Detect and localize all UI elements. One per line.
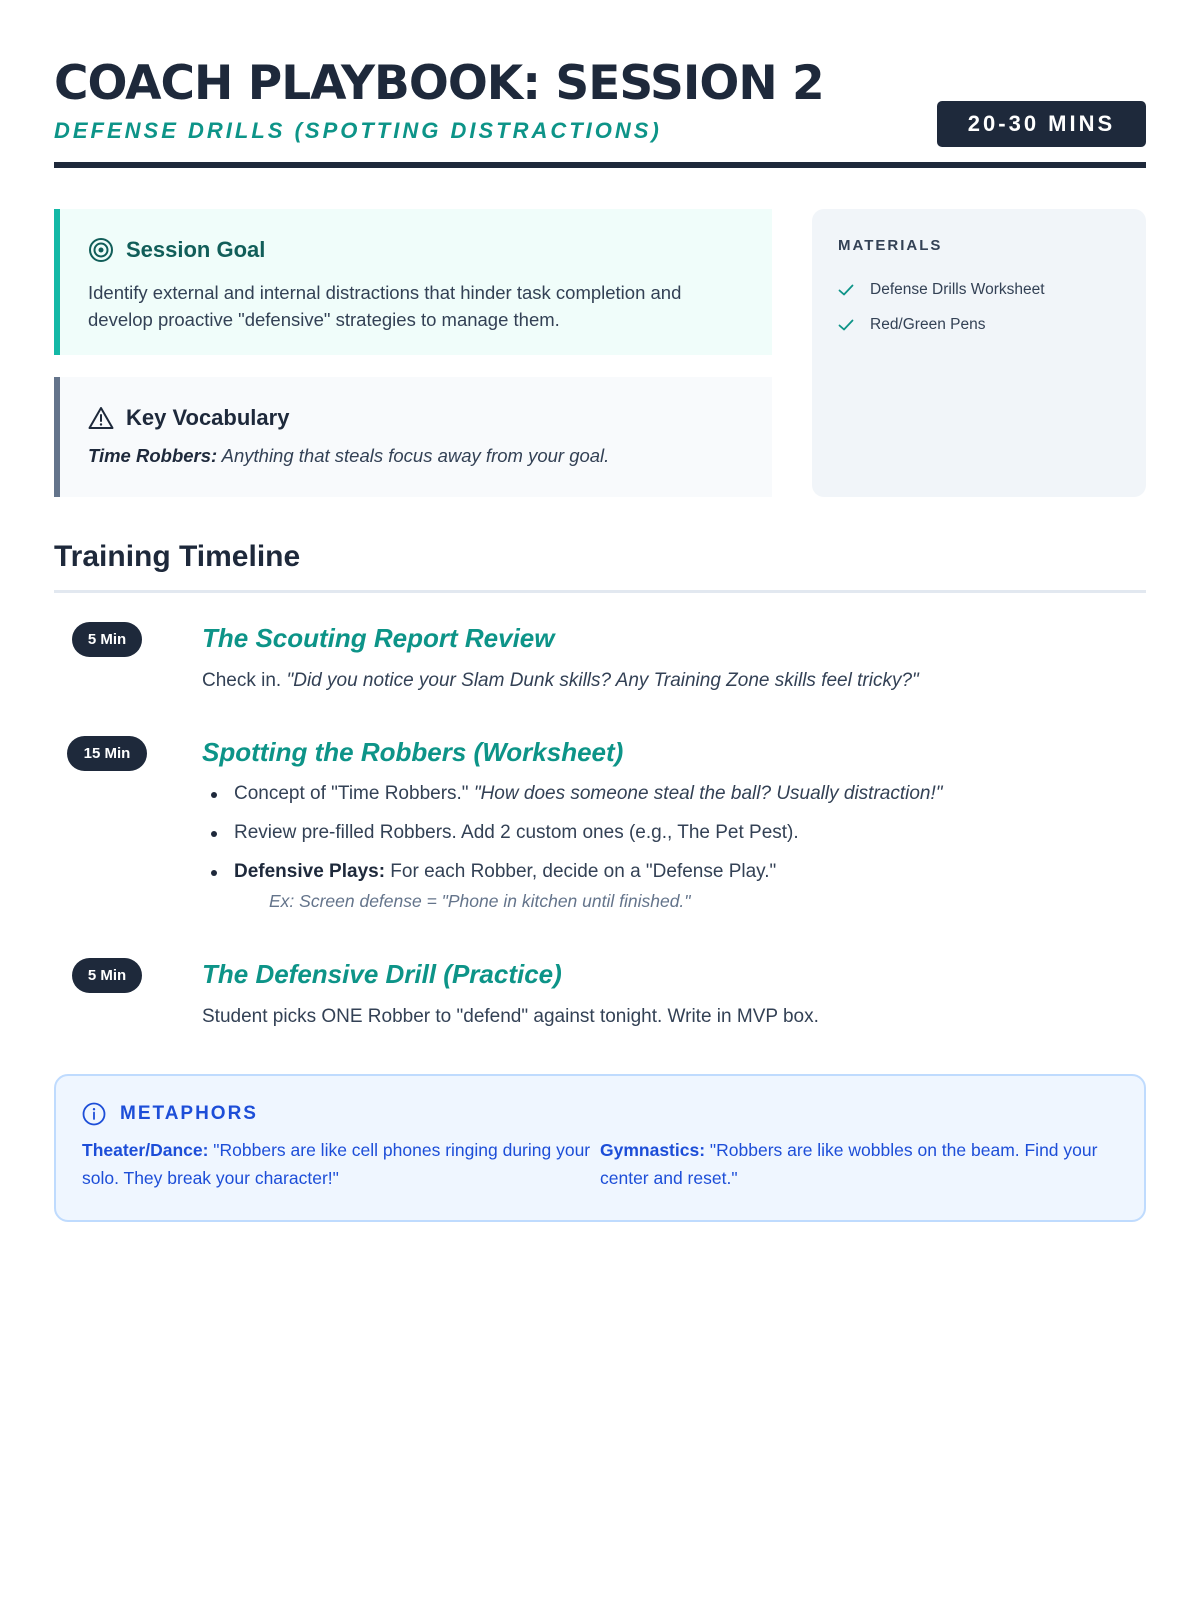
time-badge: 5 Min (72, 958, 142, 993)
metaphor-label: Gymnastics: (600, 1140, 706, 1160)
materials-item (838, 272, 1120, 307)
page-header (54, 0, 1146, 168)
step-description (202, 670, 1146, 692)
step-quote: "Did you notice your Slam Dunk skills? Any Training Zone skills feel tricky?" (286, 670, 919, 691)
warning-triangle-icon (88, 406, 114, 430)
step-bullet (202, 819, 1146, 858)
timeline-divider (54, 590, 1146, 593)
step-lead: Check in. (202, 670, 287, 691)
check-icon (838, 319, 854, 331)
session-goal-card (54, 209, 772, 355)
bullet-text: For each Robber, decide on a "Defense Play." (385, 861, 777, 882)
check-icon (838, 284, 854, 296)
materials-item (838, 307, 1120, 342)
bullet-text: Review pre-filled Robbers. Add 2 custom ones (e.g., The Pet Pest). (234, 822, 799, 843)
step-bullet (202, 780, 1146, 819)
metaphor-text: "Robbers are like wobbles on the beam. Find your center and reset." (600, 1140, 1098, 1188)
timeline-step (54, 958, 1146, 1028)
session-goal-text: Identify external and internal distractions that hinder task completion and develop proactive "defensive" strategies to manage them. (88, 282, 682, 330)
bullet-text: Concept of "Time Robbers." (234, 783, 474, 804)
metaphors-title: METAPHORS (120, 1103, 258, 1124)
timeline-title: Training Timeline (54, 540, 301, 573)
bullet-bold-label: Defensive Plays: (234, 861, 386, 882)
step-description: Student picks ONE Robber to "defend" against tonight. Write in MVP box. (202, 1006, 819, 1027)
metaphor-label: Theater/Dance: (82, 1140, 209, 1160)
vocabulary-term: Time Robbers: (88, 445, 218, 466)
metaphors-card (54, 1074, 1146, 1222)
step-bullet (202, 858, 1146, 897)
time-badge: 5 Min (72, 622, 142, 657)
duration-badge: 20-30 MINS (937, 101, 1146, 147)
key-vocabulary-card (54, 377, 772, 497)
bullet-quote: "How does someone steal the ball? Usually distraction!" (473, 783, 943, 804)
step-bullet-list (202, 780, 1146, 897)
step-title: Spotting the Robbers (Worksheet) (202, 737, 624, 767)
session-goal-title: Session Goal (126, 237, 266, 262)
key-vocabulary-title: Key Vocabulary (126, 405, 290, 430)
timeline-step (54, 736, 1146, 912)
metaphor-theater (82, 1136, 600, 1192)
vocabulary-definition (88, 445, 742, 467)
metaphor-gymnastics (600, 1136, 1118, 1192)
overview-section (54, 209, 1146, 497)
time-badge: 15 Min (67, 736, 147, 771)
step-title: The Defensive Drill (Practice) (202, 959, 562, 989)
metaphor-text: "Robbers are like cell phones ringing during your solo. They break your character!" (82, 1140, 591, 1188)
materials-card (812, 209, 1146, 497)
page-subtitle: DEFENSE DRILLS (SPOTTING DISTRACTIONS) (54, 118, 662, 143)
info-icon (82, 1102, 106, 1126)
materials-item-label: Red/Green Pens (870, 315, 986, 333)
page-title: COACH PLAYBOOK: SESSION 2 (54, 56, 824, 111)
materials-item-label: Defense Drills Worksheet (870, 280, 1045, 298)
materials-title: MATERIALS (838, 237, 943, 254)
timeline-step (54, 622, 1146, 692)
target-icon (88, 237, 114, 263)
step-example: Ex: Screen defense = "Phone in kitchen until finished." (269, 891, 691, 911)
materials-list (838, 272, 1120, 342)
vocabulary-definition-text: Anything that steals focus away from your goal. (217, 445, 610, 466)
step-title: The Scouting Report Review (202, 623, 555, 653)
